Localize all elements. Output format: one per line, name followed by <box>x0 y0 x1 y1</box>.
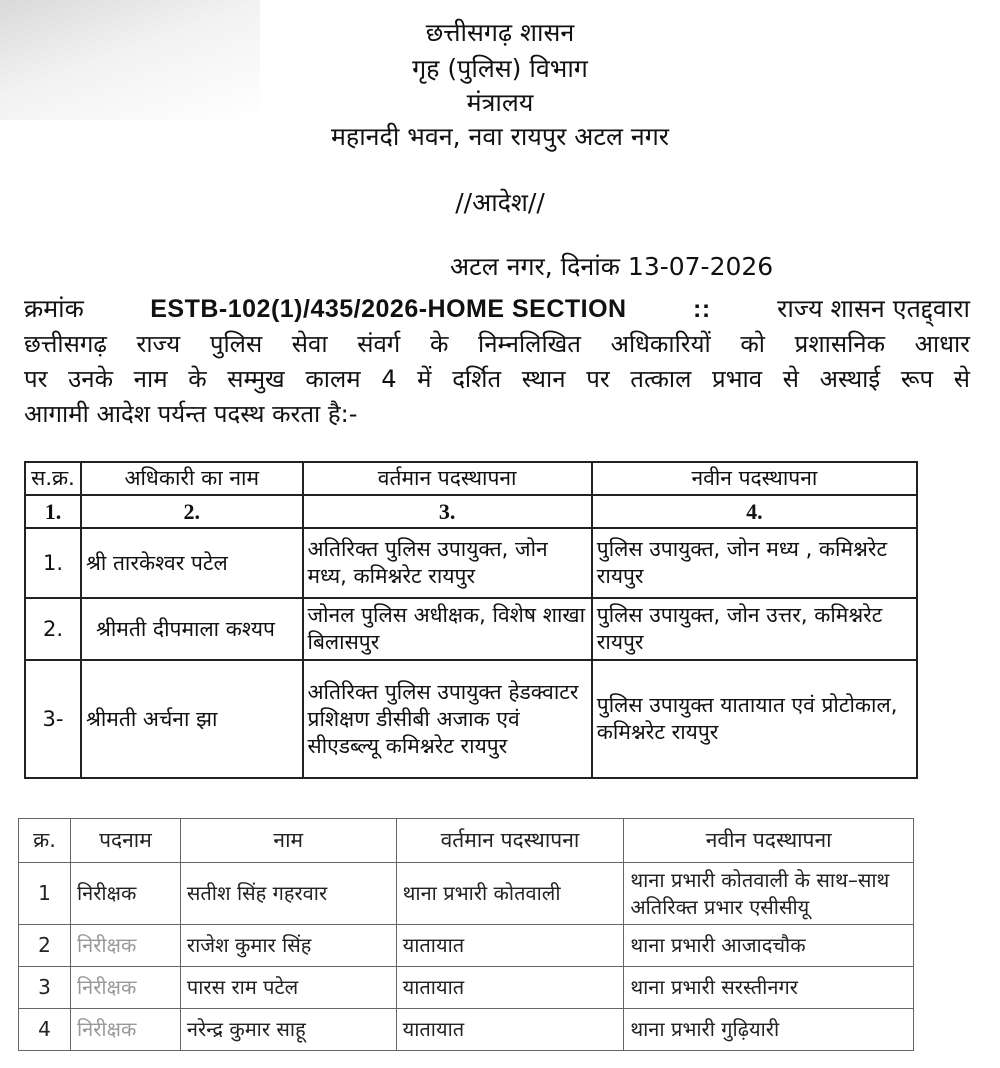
row-current-posting: यातायात <box>396 925 624 967</box>
table-row <box>25 598 917 660</box>
col-header-new: नवीन पदस्थापना <box>624 819 914 863</box>
order-line-4: आगामी आदेश पर्यन्त पदस्थ करता है:- <box>24 400 358 428</box>
row-name: सतीश सिंह गहरवार <box>180 863 396 925</box>
row-rank: निरीक्षक <box>70 1009 180 1051</box>
col-header-sno: क्र. <box>19 819 71 863</box>
order-line-2: छत्तीसगढ़ राज्य पुलिस सेवा संवर्ग के निम्नलिखित अधिकारियों को प्रशासनिक आधार <box>24 330 970 358</box>
date-line: अटल नगर, दिनांक 13-07-2026 <box>450 252 774 281</box>
row-name: श्री तारकेश्वर पटेल <box>81 528 303 598</box>
inspectors-table <box>18 818 914 1051</box>
table-row <box>25 660 917 778</box>
row-current-posting: यातायात <box>396 967 624 1009</box>
col-number: 3. <box>303 495 592 528</box>
col-header-sno: स.क्र. <box>25 462 81 495</box>
row-sno: 4 <box>19 1009 71 1051</box>
row-name: पारस राम पटेल <box>180 967 396 1009</box>
kramank-label: क्रमांक <box>24 294 84 323</box>
col-header-rank: पदनाम <box>70 819 180 863</box>
row-new-posting: पुलिस उपायुक्त, जोन उत्तर, कमिश्नरेट रायपुर <box>592 598 917 660</box>
order-line-1-rest: राज्य शासन एतद्द्वारा <box>777 294 970 323</box>
col-header-new: नवीन पदस्थापना <box>592 462 917 495</box>
row-sno: 3- <box>25 660 81 778</box>
row-new-posting: पुलिस उपायुक्त, जोन मध्य , कमिश्नरेट रायपुर <box>592 528 917 598</box>
row-new-posting: थाना प्रभारी आजादचौक <box>624 925 914 967</box>
row-current-posting: अतिरिक्त पुलिस उपायुक्त, जोन मध्य, कमिश्नरेट रायपुर <box>303 528 592 598</box>
col-header-name: अधिकारी का नाम <box>81 462 303 495</box>
order-line-3: पर उनके नाम के सम्मुख कालम 4 में दर्शित स्थान पर तत्काल प्रभाव से अस्थाई रूप से <box>24 365 970 393</box>
col-header-current: वर्तमान पदस्थापना <box>396 819 624 863</box>
row-current-posting: थाना प्रभारी कोतवाली <box>396 863 624 925</box>
govt-title: छत्तीसगढ़ शासन <box>425 18 575 47</box>
officers-table-header <box>25 462 917 495</box>
col-header-name: नाम <box>180 819 396 863</box>
row-sno: 1 <box>19 863 71 925</box>
row-new-posting: थाना प्रभारी कोतवाली के साथ–साथ अतिरिक्त प्रभार एसीसीयू <box>624 863 914 925</box>
column-number-row <box>25 495 917 528</box>
table-row <box>25 528 917 598</box>
col-number: 1. <box>25 495 81 528</box>
table-row <box>19 863 914 925</box>
department-title: गृह (पुलिस) विभाग <box>412 54 588 83</box>
table-row <box>19 925 914 967</box>
order-separator: :: <box>693 295 711 323</box>
ministry-title: मंत्रालय <box>466 88 534 117</box>
row-name: श्रीमती अर्चना झा <box>81 660 303 778</box>
table-row <box>19 1009 914 1051</box>
order-line-1 <box>24 292 970 326</box>
col-header-current: वर्तमान पदस्थापना <box>303 462 592 495</box>
row-current-posting: अतिरिक्त पुलिस उपायुक्त हेडक्वाटर प्रशिक्षण डीसीबी अजाक एवं सीएडब्ल्यू कमिश्नरेट रायपुर <box>303 660 592 778</box>
office-address: महानदी भवन, नवा रायपुर अटल नगर <box>330 122 670 151</box>
row-name: राजेश कुमार सिंह <box>180 925 396 967</box>
row-new-posting: पुलिस उपायुक्त यातायात एवं प्रोटोकाल, कमिश्नरेट रायपुर <box>592 660 917 778</box>
row-name: नरेन्द्र कुमार साहू <box>180 1009 396 1051</box>
row-sno: 2 <box>19 925 71 967</box>
row-name: श्रीमती दीपमाला कश्यप <box>81 598 303 660</box>
row-sno: 3 <box>19 967 71 1009</box>
row-current-posting: जोनल पुलिस अधीक्षक, विशेष शाखा बिलासपुर <box>303 598 592 660</box>
officers-table <box>24 461 918 779</box>
row-rank: निरीक्षक <box>70 967 180 1009</box>
row-new-posting: थाना प्रभारी सरस्तीनगर <box>624 967 914 1009</box>
inspectors-table-header <box>19 819 914 863</box>
row-new-posting: थाना प्रभारी गुढ़ियारी <box>624 1009 914 1051</box>
order-heading: //आदेश// <box>455 188 545 217</box>
col-number: 4. <box>592 495 917 528</box>
row-current-posting: यातायात <box>396 1009 624 1051</box>
row-rank: निरीक्षक <box>70 863 180 925</box>
table-row <box>19 967 914 1009</box>
order-number: ESTB-102(1)/435/2026-HOME SECTION <box>150 295 627 323</box>
col-number: 2. <box>81 495 303 528</box>
row-sno: 2. <box>25 598 81 660</box>
row-rank: निरीक्षक <box>70 925 180 967</box>
row-sno: 1. <box>25 528 81 598</box>
